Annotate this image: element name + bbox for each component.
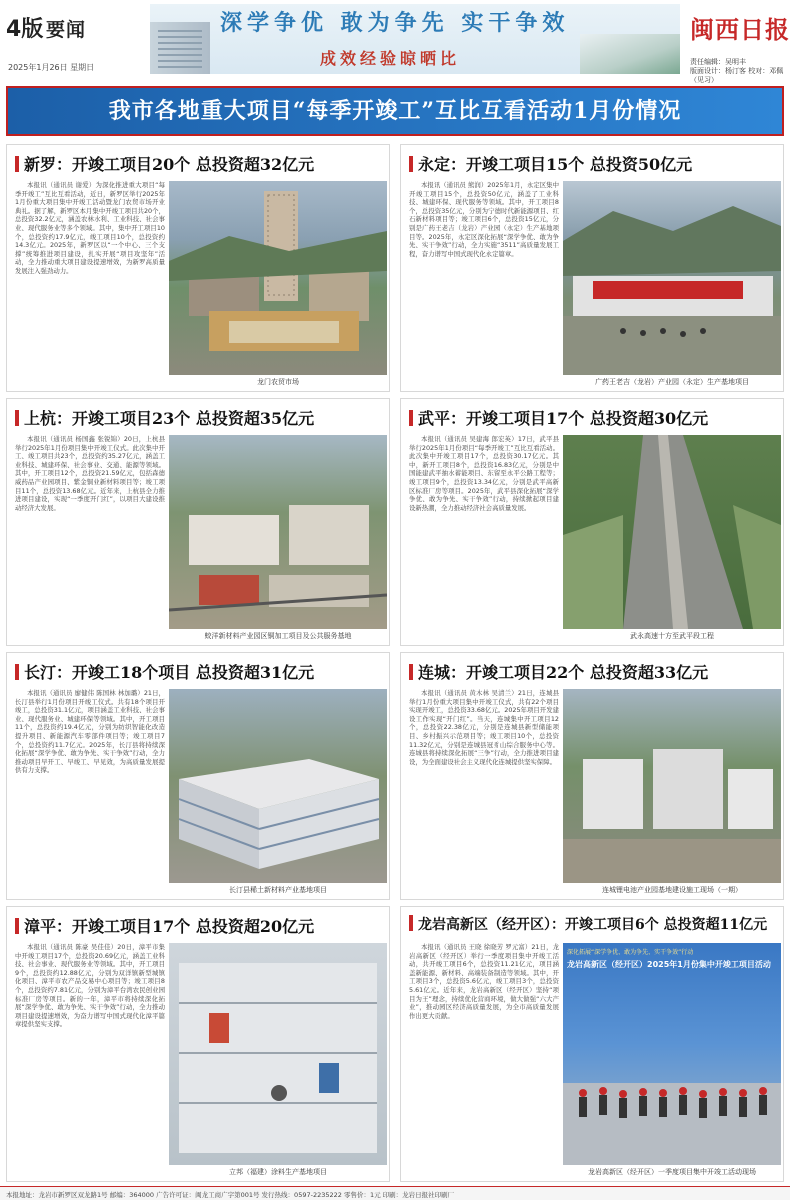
panel-title: 永定：开竣工项目15个 总投资50亿元 — [401, 145, 783, 179]
slogan-text: 深学争优 敢为争先 实干争效 — [220, 10, 570, 36]
panel-title: 长汀：开竣工18个项目 总投资超31亿元 — [7, 653, 389, 687]
event-banner-text: 龙岩高新区（经开区）2025年1月份集中开竣工项目活动 — [567, 960, 771, 969]
article-photo — [169, 689, 387, 883]
market-aerial-photo — [169, 181, 387, 375]
article-photo — [169, 435, 387, 629]
newspaper-logo: 闽西日报 — [690, 15, 790, 44]
article-paragraph: 本报讯（通讯员 杨国鑫 张锐锦）20日，上杭县举行2025年1月份项目集中开竣工仪式。此次集中开工、竣工项目共23个，总投资约35.27亿元，涵盖工业科技、城建环保、社会事业、交通、能源等领域。其中，开工项目12个，总投资21.59亿元，包括森德威药品产业园项目、紫金铜业新材料项目等；竣工项目11个，总投资13.68亿元。近年来，上杭县全力推进项目建设，实现“一季度开门红”，以项目大建设推动经济大发展。 — [15, 435, 165, 512]
editor-credits — [690, 58, 790, 85]
masthead — [0, 0, 790, 84]
event-slogan: 深化拓展“深学争优、敢为争先、实干争效”行动 — [567, 949, 694, 956]
building-illustration — [150, 22, 210, 74]
article-photo — [563, 435, 781, 629]
editor-line: 责任编辑：吴明丰 — [690, 58, 746, 66]
article-paragraph: 本报讯（通讯员 熊润）2025年1月，永定区集中开竣工项目15个，总投资50亿元，涵盖了工业科技、城建环保、现代服务等领域。其中，开工项目8个，总投资35亿元，分别为宁德时代新能源项目、红石新材料项目等；竣工项目6个，总投资15亿元，分别是广药王老吉（龙岩）产业园（永定）生产基地项目等。2025年，永定区深化拓展“深学争优、敢为争先、实干争效”行动，全力实施“3511”高质量发展工程，奋力谱写中国式现代化永定篇章。 — [409, 181, 559, 258]
issue-date: 2025年1月26日 星期日 — [8, 63, 95, 72]
panel-liancheng — [400, 652, 784, 900]
article-text — [409, 181, 559, 387]
photo-caption: 蛟洋新材料产业园区铜加工项目及公共服务基地 — [204, 632, 352, 640]
panel-title: 武平：开竣工项目17个 总投资超30亿元 — [401, 399, 783, 433]
article-text — [15, 181, 165, 387]
panel-title: 上杭：开竣工项目23个 总投资超35亿元 — [7, 399, 389, 433]
panel-shanghang — [6, 398, 390, 646]
page-footer: 本报地址：龙岩市新罗区双龙路1号 邮编：364000 广告许可证：闽龙工商广字第001号 发行热线：0597-2235222 零售价：1元 印刷：龙岩日报社印刷厂 — [0, 1186, 790, 1200]
panel-longyan-hitech — [400, 906, 784, 1182]
panel-title: 龙岩高新区（经开区）：开竣工项目6个 总投资超11亿元 — [401, 907, 783, 941]
photo-caption: 龙门农贸市场 — [257, 378, 299, 386]
paint-factory-photo — [169, 943, 387, 1165]
article-text — [409, 435, 559, 641]
article-photo — [563, 943, 781, 1165]
article-paragraph: 本报讯（通讯员 谢爱）为深化推进重大项目“每季开竣工”互比互看活动，近日，新罗区举行2025年1月份重大项目集中开竣工活动暨龙门农贸市场开业典礼。据了解，新罗区本月集中开竣工项目共20个，总投资32.2亿元，涵盖农林水利、工业科技、社会事业、现代服务业等多个领域。其中，集中开工项目10个，总投资约17.9亿元，竣工项目10个，总投资约14.3亿元。2025年，新罗区以“一个中心、三个支撑”统筹推进项目建设，扎实开展“项目攻坚年”活动，全力推动重大项目建设提速增效，为新罗高质量发展注入强劲动力。 — [15, 181, 165, 275]
panel-yongding — [400, 144, 784, 392]
panel-zhangping — [6, 906, 390, 1182]
factory-building-photo — [169, 689, 387, 883]
panel-wuping — [400, 398, 784, 646]
ceremony-crowd-photo — [563, 943, 781, 1165]
article-photo — [169, 181, 387, 375]
train-illustration — [580, 34, 680, 74]
article-text — [15, 689, 165, 895]
article-paragraph: 本报讯（通讯员 吴建海 郎宏英）17日，武平县举行2025年1月份项目“每季开竣工”互比互看活动。此次集中开竣工项目17个，总投资30.17亿元。其中，新开工项目8个，总投资16.83亿元，分别是中国能建武平抽水蓄能项目、东留至永平公路工程等；竣工项目9个，总投资13.34亿元，分别是武平高新区标准厂房等项目。2025年，武平县深化拓展“深学争优、敢为争先、实干争效”行动，持续掀起项目建设新热潮，全力推动经济社会高质量发展。 — [409, 435, 559, 512]
article-photo — [169, 943, 387, 1165]
article-text — [15, 943, 165, 1177]
article-photo — [563, 689, 781, 883]
expressway-photo — [563, 435, 781, 629]
slogan-subtitle: 成效经验晾晒比 — [320, 49, 461, 68]
panel-xinluo — [6, 144, 390, 392]
panel-title: 漳平：开竣工项目17个 总投资超20亿元 — [7, 907, 389, 941]
article-photo — [563, 181, 781, 375]
photo-caption: 龙岩高新区（经开区）一季度项目集中开竣工活动现场 — [588, 1168, 756, 1176]
photo-caption: 长汀县稀土新材料产业基地项目 — [229, 886, 327, 894]
panel-changting — [6, 652, 390, 900]
page-number: 4版 — [6, 17, 44, 42]
article-text — [409, 943, 559, 1177]
article-paragraph: 本报讯（通讯员 廖健伟 陈国林 林加璐）21日，长汀县举行1月份项目开竣工仪式。共有18个项目开竣工，总投资31.1亿元，项目涵盖工业科技、社会事业、现代服务业、城建环保等领域。其中，开工项目11个，总投资约19.4亿元，分别为纺织智能化改造提升项目、新能源汽车零部件项目等；竣工项目7个，总投资约11.7亿元。2025年，长汀县将持续深化拓展“深学争优、敢为争先、实干争效”行动，全力推动项目早开工、早竣工、早见效，为高质量发展提供有力支撑。 — [15, 689, 165, 775]
panel-title: 新罗：开竣工项目20个 总投资超32亿元 — [7, 145, 389, 179]
photo-caption: 连城锂电池产业园基地建设施工现场（一期） — [602, 886, 742, 894]
article-paragraph: 本报讯（通讯员 黄木林 吴清兰）21日，连城县举行1月份重大项目集中开竣工仪式，共有22个项目实现开竣工，总投资33.68亿元。2025年项目开发建设工作实现“开门红”。当天，连城集中开工项目12个，总投资22.38亿元，分别是连城县新型储能项目、乡村振兴示范项目等；竣工项目10个，总投资11.32亿元，分别是连城县冠豸山综合服务中心等。连城县将持续深化拓展“三争”行动，全力推进项目建设，为全面建设社会主义现代化连城提供坚实保障。 — [409, 689, 559, 766]
article-text — [15, 435, 165, 641]
battery-park-photo — [563, 689, 781, 883]
designer-line: 版面设计：杨汀客 校对：邓佩（见习） — [690, 67, 784, 84]
industrial-park-photo — [169, 435, 387, 629]
page-headline: 我市各地重大项目“每季开竣工”互比互看活动1月份情况 — [6, 86, 784, 136]
article-paragraph: 本报讯（通讯员 陈豪 吴佳佳）20日，漳平市集中开竣工项目17个，总投资20.69亿元，涵盖工业科技、社会事业、现代服务业等领域。其中，开工项目9个，总投资约12.88亿元，分别为双洋镇新型城镇化项目、漳平市农产品交易中心项目等；竣工项目8个，总投资约7.81亿元，分别为漳平台湾农民创业园标准厂房等项目。新的一年，漳平市将持续深化拓展“深学争优、敢为争先、实干争效”行动，全力推动项目建设提速增效，为奋力谱写中国式现代化漳平篇章提供坚实支撑。 — [15, 943, 165, 1029]
panel-title: 连城：开竣工项目22个 总投资超33亿元 — [401, 653, 783, 687]
section-name: 要闻 — [46, 19, 87, 41]
plant-ceremony-photo — [563, 181, 781, 375]
article-paragraph: 本报讯（通讯员 王晓 徐晓芳 罗元富）21日，龙岩高新区（经开区）举行一季度项目集中开竣工活动，共开竣工项目6个，总投资11.21亿元，项目涵盖新能源、新材料、高端装备制造等领域。其中，开工项目3个，总投资5.6亿元，竣工项目3个，总投资5.61亿元。近年来，龙岩高新区（经开区）坚持“项目为王”理念，持续优化营商环境，做大做强“六大产业”，推动园区经济高质量发展，为全市高质量发展作出更大贡献。 — [409, 943, 559, 1020]
article-text — [409, 689, 559, 895]
slogan-banner — [150, 4, 680, 74]
photo-caption: 立邦（福建）涂料生产基地项目 — [229, 1168, 327, 1176]
photo-caption: 广药王老吉（龙岩）产业园（永定）生产基地项目 — [595, 378, 749, 386]
photo-caption: 武永高速十方至武平段工程 — [630, 632, 714, 640]
